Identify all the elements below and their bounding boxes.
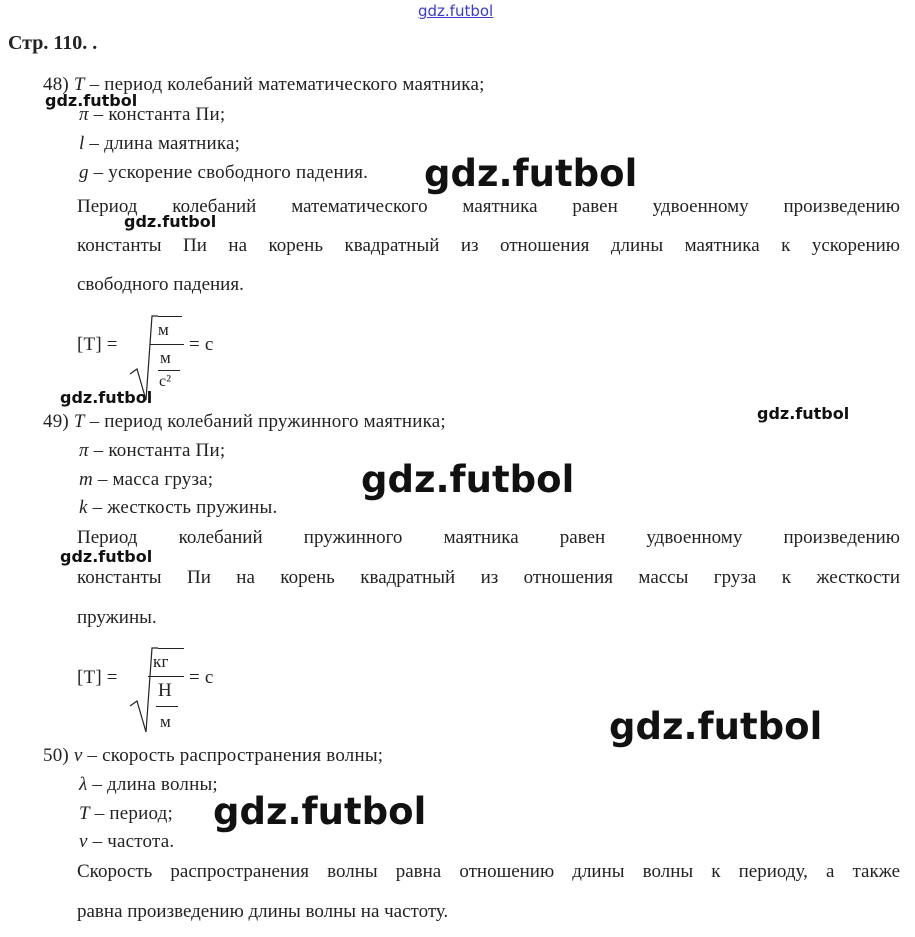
q50-para-line: Скорость распространения волны равна отношению длины волны к периоду, а также	[77, 861, 900, 882]
q50-symbol: λ	[79, 774, 88, 795]
q48-line-3	[79, 133, 240, 155]
q49-formula-den-den: м	[160, 712, 171, 731]
q49-definition: – жесткость пружины.	[87, 497, 278, 518]
q49-symbol: m	[79, 469, 93, 490]
watermark: gdz.futbol	[60, 388, 153, 407]
q49-formula-rhs: = с	[189, 667, 214, 688]
q49-definition: – период колебаний пружинного маятника;	[84, 411, 446, 432]
q48-line-1	[43, 74, 485, 96]
watermark-top[interactable]: gdz.futbol	[418, 2, 494, 20]
fraction-bar	[148, 676, 184, 677]
q49-line-1	[43, 411, 446, 433]
watermark: gdz.futbol	[609, 705, 823, 748]
q50-definition: – скорость распространения волны;	[82, 745, 384, 766]
q48-para-line: свободного падения.	[77, 274, 244, 295]
q50-line-2	[79, 774, 218, 796]
q50-symbol: ν	[79, 831, 88, 852]
q48-para-line: Период колебаний математического маятника равен удвоенному произведению	[77, 196, 900, 217]
fraction-bar	[156, 706, 178, 707]
q49-para-line: Период колебаний пружинного маятника равен удвоенному произведению	[77, 527, 900, 548]
q48-formula-rhs: = с	[189, 334, 214, 355]
q50-para-line: равна произведению длины волны на частоту.	[77, 901, 449, 922]
q50-line-4	[79, 831, 174, 853]
q48-formula-den-den: с²	[159, 373, 172, 390]
q48-symbol: g	[79, 162, 89, 183]
watermark: gdz.futbol	[757, 404, 850, 423]
q49-para-line: пружины.	[77, 607, 157, 628]
fraction-bar	[158, 370, 180, 371]
q48-formula-den-num: м	[160, 348, 171, 367]
q50-number: 50)	[43, 745, 69, 766]
watermark: gdz.futbol	[60, 547, 153, 566]
q50-definition: – период;	[89, 803, 173, 824]
watermark: gdz.futbol	[424, 152, 638, 195]
q49-line-2	[79, 440, 225, 462]
q50-definition: – частота.	[87, 831, 175, 852]
q49-line-4	[79, 497, 277, 519]
q48-definition: – ускорение свободного падения.	[88, 162, 369, 183]
q49-definition: – масса груза;	[92, 469, 214, 490]
q48-symbol: T	[73, 74, 85, 95]
fraction-bar	[150, 344, 184, 345]
watermark: gdz.futbol	[213, 790, 427, 833]
sqrt-sign	[128, 314, 158, 404]
sqrt-bar	[158, 648, 184, 649]
watermark: gdz.futbol	[361, 458, 575, 501]
q48-line-2	[79, 104, 225, 126]
q49-para-line: константы Пи на корень квадратный из отношения массы груза к жесткости	[77, 567, 900, 588]
q48-definition: – длина маятника;	[84, 133, 241, 154]
q50-symbol: T	[79, 803, 90, 824]
q49-formula-den-num: Н	[158, 680, 172, 701]
q49-definition: – константа Пи;	[88, 440, 226, 461]
q48-symbol: π	[79, 104, 89, 125]
q48-para-line: константы Пи на корень квадратный из отношения длины маятника к ускорению	[77, 235, 900, 256]
q48-symbol: l	[79, 133, 85, 154]
q50-definition: – длина волны;	[87, 774, 218, 795]
watermark: gdz.futbol	[124, 212, 217, 231]
q49-formula-lhs: [T] =	[77, 667, 118, 688]
q49-number: 49)	[43, 411, 69, 432]
q49-symbol: k	[79, 497, 88, 518]
q50-symbol: v	[73, 745, 83, 766]
q49-symbol: π	[79, 440, 89, 461]
q48-formula-num: м	[158, 320, 169, 339]
sqrt-bar	[158, 316, 182, 317]
q49-symbol: T	[73, 411, 85, 432]
q49-line-3	[79, 469, 213, 491]
page-heading: Стр. 110. .	[8, 32, 98, 54]
q48-line-4	[79, 162, 368, 184]
q48-formula-lhs: [T] =	[77, 334, 118, 355]
watermark: gdz.futbol	[45, 91, 138, 110]
q48-definition: – константа Пи;	[88, 104, 226, 125]
q48-definition: – период колебаний математического маятника;	[84, 74, 485, 95]
q48-number: 48)	[43, 74, 69, 95]
q49-formula-num: кг	[153, 652, 169, 671]
q50-line-1	[43, 745, 383, 767]
q50-line-3	[79, 803, 173, 825]
